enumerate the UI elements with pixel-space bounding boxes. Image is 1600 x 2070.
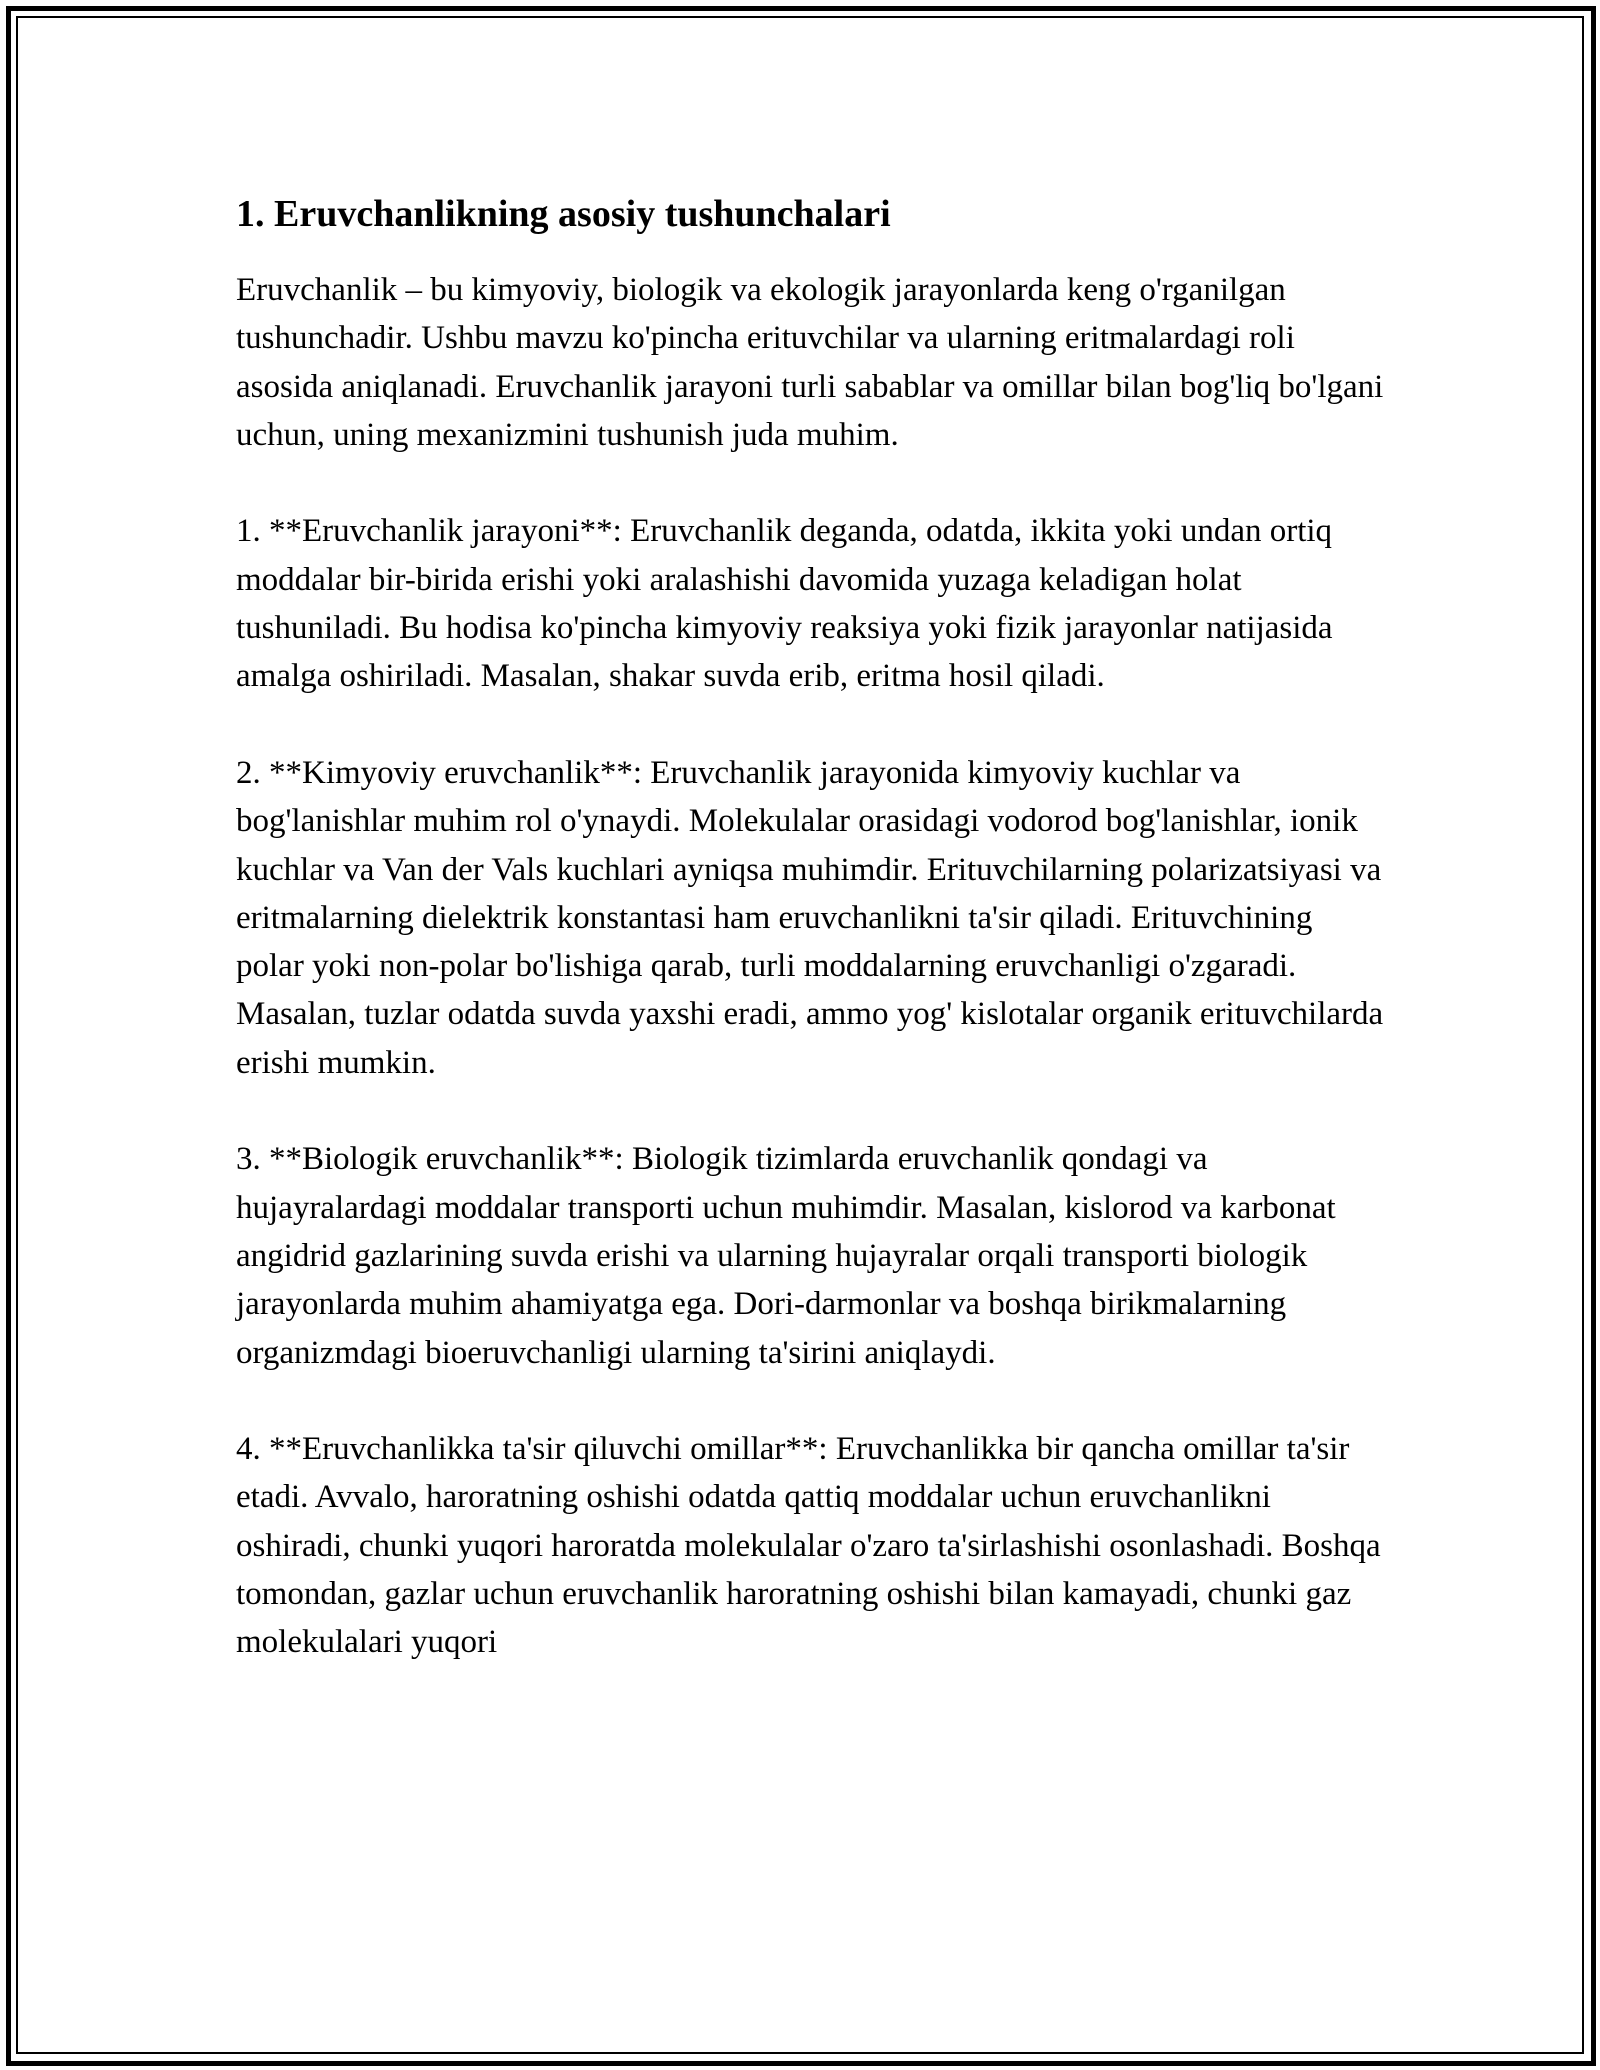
- section-heading: 1. Eruvchanlikning asosiy tushunchalari: [236, 193, 891, 235]
- paragraph-kimyoviy-eruvchanlik: 2. **Kimyoviy eruvchanlik**: Eruvchanlik jarayonida kimyoviy kuchlar va bog'lanishlar muhim rol o'ynaydi. Molekulalar orasidagi vodorod bog'lanishlar, ionik kuchlar va Van der Vals kuchlari ayniqsa muhimdir. Erituvchilarning polarizatsiyasi va eritmalarning dielektrik konstantasi ham eruvchanlikni ta'sir qiladi. Erituvchining polar yoki non-polar bo'lishiga qarab, turli moddalarning eruvchanligi o'zgaradi. Masalan, tuzlar odatda suvda yaxshi eradi, ammo yog' kislotalar organik erituvchilarda erishi mumkin.: [236, 754, 1384, 1081]
- paragraph-tasir-qiluvchi-omillar: 4. **Eruvchanlikka ta'sir qiluvchi omillar**: Eruvchanlikka bir qancha omillar ta'sir etadi. Avvalo, haroratning oshishi odatda qattiq moddalar uchun eruvchanlikni oshiradi, chunki yuqori haroratda molekulalar o'zaro ta'sirlashishi osonlashadi. Boshqa tomondan, gazlar uchun eruvchanlik haroratning oshishi bilan kamayadi, chunki gaz molekulalari yuqori: [236, 1431, 1381, 1661]
- intro-paragraph: Eruvchanlik – bu kimyoviy, biologik va ekologik jarayonlarda keng o'rganilgan tushunchadir. Ushbu mavzu ko'pincha erituvchilar va ularning eritmalardagi roli asosida aniqlanadi. Eruvchanlik jarayoni turli sabablar va omillar bilan bog'liq bo'lgani uchun, uning mexanizmini tushunish juda muhim.: [236, 272, 1384, 453]
- document-body: [236, 182, 1386, 1715]
- paragraph-eruvchanlik-jarayoni: 1. **Eruvchanlik jarayoni**: Eruvchanlik deganda, odatda, ikkita yoki undan ortiq moddalar bir-birida erishi yoki aralashishi davomida yuzaga keladigan holat tushuniladi. Bu hodisa ko'pincha kimyoviy reaksiya yoki fizik jarayonlar natijasida amalga oshiriladi. Masalan, shakar suvda erib, eritma hosil qiladi.: [236, 513, 1333, 695]
- paragraph-biologik-eruvchanlik: 3. **Biologik eruvchanlik**: Biologik tizimlarda eruvchanlik qondagi va hujayralardagi moddalar transporti uchun muhimdir. Masalan, kislorod va karbonat angidrid gazlarining suvda erishi va ularning hujayralar orqali transporti biologik jarayonlarda muhim ahamiyatga ega. Dori-darmonlar va boshqa birikmalarning organizmdagi bioeruvchanligi ularning ta'sirini aniqlaydi.: [236, 1141, 1336, 1371]
